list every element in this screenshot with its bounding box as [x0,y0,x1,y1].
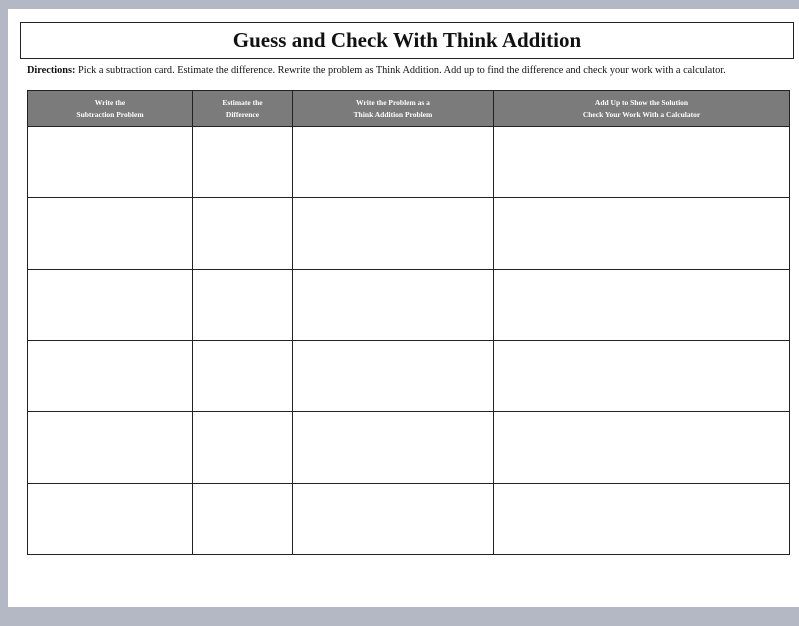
answer-cell[interactable] [293,198,494,269]
answer-cell[interactable] [494,269,790,340]
page-bottom-margin [0,607,799,626]
directions [27,65,797,76]
answer-cell[interactable] [193,340,293,411]
worksheet-title: Guess and Check With Think Addition [20,22,794,59]
answer-cell[interactable] [293,412,494,483]
header-line: Add Up to Show the Solution [594,97,689,107]
answer-cell[interactable] [28,340,193,411]
table-row [28,340,790,411]
table-row [28,198,790,269]
answer-cell[interactable] [193,412,293,483]
answer-cell[interactable] [193,127,293,198]
directions-label: Directions: [27,65,76,76]
answer-cell[interactable] [28,483,193,554]
answer-cell[interactable] [293,127,494,198]
header-think-addition-problem [293,91,494,127]
header-estimate-difference [193,91,293,127]
header-line: Estimate the [222,97,263,107]
table-row [28,483,790,554]
answer-cell[interactable] [494,127,790,198]
answer-cell[interactable] [28,269,193,340]
header-add-up-solution [494,91,790,127]
answer-cell[interactable] [293,483,494,554]
table-row [28,412,790,483]
answer-cell[interactable] [193,483,293,554]
answer-cell[interactable] [293,340,494,411]
answer-cell[interactable] [193,198,293,269]
table-header-row [28,91,790,127]
answer-cell[interactable] [494,198,790,269]
table-row [28,269,790,340]
answer-cell[interactable] [28,412,193,483]
answer-cell[interactable] [494,483,790,554]
header-line: Difference [225,109,260,119]
table-row [28,127,790,198]
answer-cell[interactable] [494,412,790,483]
header-line: Subtraction Problem [76,109,144,119]
header-line: Write the Problem as a [356,97,430,107]
worksheet-table [27,90,790,555]
header-line: Think Addition Problem [353,109,433,119]
answer-cell[interactable] [193,269,293,340]
table-body [28,127,790,555]
header-subtraction-problem [28,91,193,127]
header-line: Write the [94,97,126,107]
answer-cell[interactable] [28,127,193,198]
directions-text: Pick a subtraction card. Estimate the difference. Rewrite the problem as Think Addition. Add up to find the difference and check your work with a calculator. [75,65,726,76]
worksheet-page [8,9,799,607]
answer-cell[interactable] [293,269,494,340]
answer-cell[interactable] [494,340,790,411]
header-line: Check Your Work With a Calculator [582,109,701,119]
answer-cell[interactable] [28,198,193,269]
